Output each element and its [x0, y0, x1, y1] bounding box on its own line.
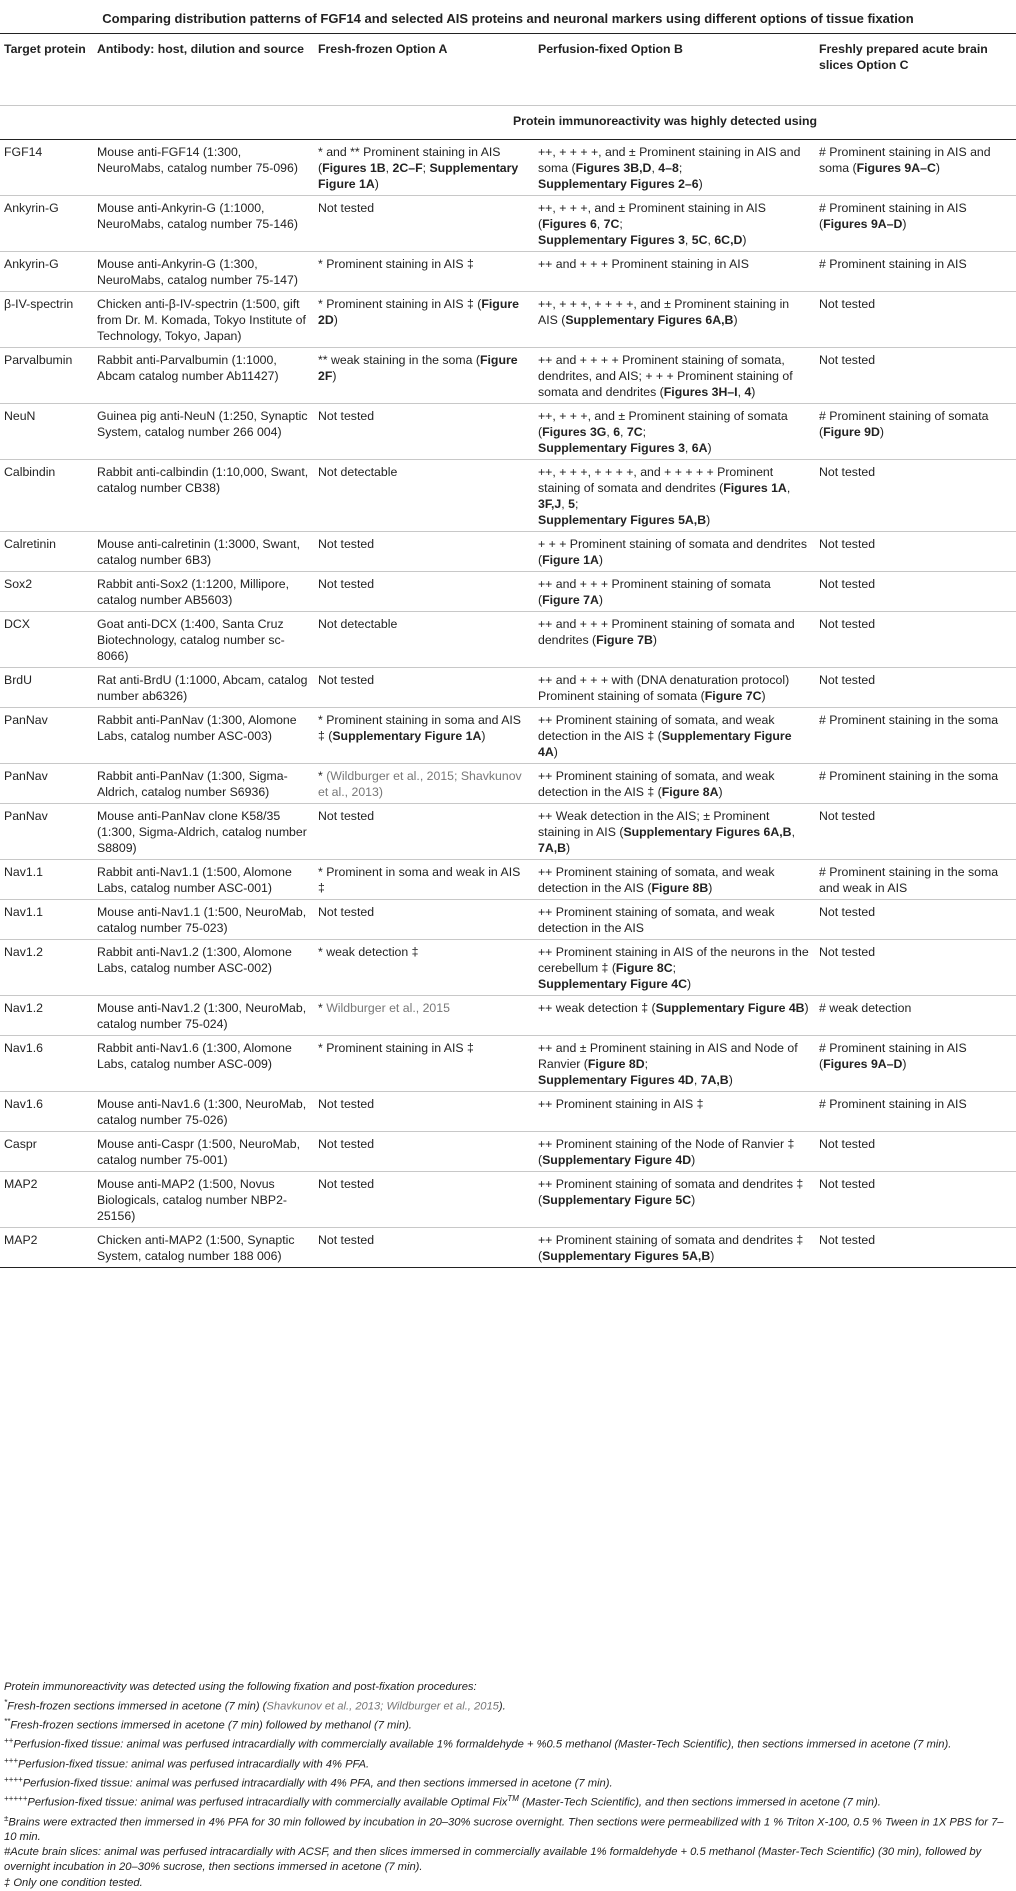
option-c-cell: # Prominent staining in AIS (Figures 9A–D) — [815, 196, 1016, 252]
option-c-cell: Not tested — [815, 532, 1016, 572]
option-c-cell: Not tested — [815, 940, 1016, 996]
table-body — [0, 140, 1016, 1268]
option-c-cell: # Prominent staining in the soma — [815, 764, 1016, 804]
table-row — [0, 668, 1016, 708]
footnote: *Fresh-frozen sections immersed in acetone (7 min) (Shavkunov et al., 2013; Wildburger et al., 2015). — [4, 1697, 506, 1713]
option-b-cell: ++ Prominent staining of somata, and weak detection in the AIS ‡ (Figure 8A) — [534, 764, 815, 804]
option-b-cell: ++ Prominent staining in AIS ‡ — [534, 1092, 815, 1132]
option-c-cell: # Prominent staining in AIS — [815, 252, 1016, 292]
option-c-cell: Not tested — [815, 668, 1016, 708]
option-b-cell: ++ weak detection ‡ (Supplementary Figure 4B) — [534, 996, 815, 1036]
footnote: ++Perfusion-fixed tissue: animal was perfused intracardially with commercially available 1% formaldehyde + %0.5 methanol (Master-Tech Scientific), then sections immersed in acetone (7 min). — [4, 1736, 952, 1751]
option-a-cell: * weak detection ‡ — [314, 940, 534, 996]
antibody-cell: Rabbit anti-calbindin (1:10,000, Swant, catalog number CB38) — [93, 460, 314, 532]
antibody-cell: Chicken anti-β-IV-spectrin (1:500, gift from Dr. M. Komada, Tokyo Institute of Technology, Tokyo, Japan) — [93, 292, 314, 348]
option-a-cell: Not tested — [314, 668, 534, 708]
table-row — [0, 292, 1016, 348]
option-b-cell: ++ and + + + Prominent staining of somata (Figure 7A) — [534, 572, 815, 612]
option-a-cell: Not tested — [314, 1172, 534, 1228]
option-a-cell: Not tested — [314, 196, 534, 252]
table-row — [0, 196, 1016, 252]
target-cell: Parvalbumin — [0, 348, 93, 404]
antibody-cell: Mouse anti-FGF14 (1:300, NeuroMabs, catalog number 75-096) — [93, 140, 314, 196]
target-cell: Ankyrin-G — [0, 252, 93, 292]
target-cell: DCX — [0, 612, 93, 668]
antibody-cell: Mouse anti-Caspr (1:500, NeuroMab, catalog number 75-001) — [93, 1132, 314, 1172]
option-b-cell: ++ and + + + with (DNA denaturation protocol) Prominent staining of somata (Figure 7C) — [534, 668, 815, 708]
header-option-c: Freshly prepared acute brain slices Option C — [819, 42, 988, 72]
antibody-cell: Mouse anti-Nav1.2 (1:300, NeuroMab, catalog number 75-024) — [93, 996, 314, 1036]
antibody-cell: Rabbit anti-PanNav (1:300, Alomone Labs, catalog number ASC-003) — [93, 708, 314, 764]
table-row — [0, 1228, 1016, 1268]
subheader-row — [0, 106, 1016, 140]
option-c-cell: Not tested — [815, 292, 1016, 348]
table-row — [0, 140, 1016, 196]
header-target-protein: Target protein — [4, 42, 86, 56]
target-cell: FGF14 — [0, 140, 93, 196]
option-c-cell: # Prominent staining in AIS and soma (Figures 9A–C) — [815, 140, 1016, 196]
option-b-cell: ++ Prominent staining of somata and dendrites ‡ (Supplementary Figures 5A,B) — [534, 1228, 815, 1268]
option-a-cell: Not tested — [314, 532, 534, 572]
option-a-cell: * Prominent staining in soma and AIS ‡ (Supplementary Figure 1A) — [314, 708, 534, 764]
footnote: Protein immunoreactivity was detected using the following fixation and post-fixation procedures: — [4, 1681, 477, 1693]
top-rule — [0, 33, 1016, 34]
table-row — [0, 532, 1016, 572]
footnote: **Fresh-frozen sections immersed in acetone (7 min) followed by methanol (7 min). — [4, 1716, 412, 1732]
option-a-cell: * Prominent in soma and weak in AIS ‡ — [314, 860, 534, 900]
option-c-cell: Not tested — [815, 460, 1016, 532]
option-c-cell: Not tested — [815, 572, 1016, 612]
header-row — [0, 35, 1016, 106]
table-row — [0, 708, 1016, 764]
antibody-cell: Guinea pig anti-NeuN (1:250, Synaptic System, catalog number 266 004) — [93, 404, 314, 460]
subheader-text: Protein immunoreactivity was highly detected using — [314, 106, 1016, 140]
footnote: +++Perfusion-fixed tissue: animal was perfused intracardially with 4% PFA. — [4, 1755, 370, 1771]
target-cell: Nav1.6 — [0, 1036, 93, 1092]
antibody-cell: Goat anti-DCX (1:400, Santa Cruz Biotechnology, catalog number sc-8066) — [93, 612, 314, 668]
antibody-cell: Mouse anti-Ankyrin-G (1:1000, NeuroMabs, catalog number 75-146) — [93, 196, 314, 252]
target-cell: Nav1.6 — [0, 1092, 93, 1132]
table-row — [0, 348, 1016, 404]
table-row — [0, 572, 1016, 612]
antibody-cell: Mouse anti-calretinin (1:3000, Swant, catalog number 6B3) — [93, 532, 314, 572]
option-b-cell: ++ Prominent staining in AIS of the neurons in the cerebellum ‡ (Figure 8C; Supplementary Figure 4C) — [534, 940, 815, 996]
footnote: +++++Perfusion-fixed tissue: animal was perfused intracardially with commercially available Optimal Fix™ (Master-Tech Scientific), and then sections immersed in acetone (7 min). — [4, 1794, 881, 1809]
option-c-cell: # weak detection — [815, 996, 1016, 1036]
target-cell: PanNav — [0, 708, 93, 764]
option-a-cell: Not tested — [314, 572, 534, 612]
option-c-cell: Not tested — [815, 1228, 1016, 1268]
table-row — [0, 804, 1016, 860]
footnote: #Acute brain slices: animal was perfused intracardially with ACSF, and then slices immersed in commercially available 1% formaldehyde + 0.5 methanol (Master-Tech Scientific) (30 min), followed by overnight incubation in 20–30% sucrose, then sections immersed in acetone (7 min). — [4, 1846, 982, 1874]
table-footnotes — [0, 1680, 1016, 1891]
antibody-cell: Mouse anti-Nav1.1 (1:500, NeuroMab, catalog number 75-023) — [93, 900, 314, 940]
header-antibody: Antibody: host, dilution and source — [97, 42, 304, 56]
option-c-cell: Not tested — [815, 1132, 1016, 1172]
option-a-cell: * and ** Prominent staining in AIS (Figures 1B, 2C–F; Supplementary Figure 1A) — [314, 140, 534, 196]
option-a-cell: ** weak staining in the soma (Figure 2F) — [314, 348, 534, 404]
option-b-cell: ++ Prominent staining of somata, and weak detection in the AIS (Figure 8B) — [534, 860, 815, 900]
table-row — [0, 1092, 1016, 1132]
target-cell: Nav1.1 — [0, 900, 93, 940]
option-b-cell: ++, + + +, + + + +, and + + + + + Prominent staining of somata and dendrites (Figures 1A, 3F,J, 5; Supplementary Figures 5A,B) — [534, 460, 815, 532]
option-a-cell: * Prominent staining in AIS ‡ (Figure 2D) — [314, 292, 534, 348]
antibody-cell: Rat anti-BrdU (1:1000, Abcam, catalog number ab6326) — [93, 668, 314, 708]
antibody-cell: Rabbit anti-Nav1.2 (1:300, Alomone Labs, catalog number ASC-002) — [93, 940, 314, 996]
header-option-a: Fresh-frozen Option A — [318, 42, 448, 56]
option-a-cell: Not detectable — [314, 460, 534, 532]
option-c-cell: # Prominent staining in AIS (Figures 9A–D) — [815, 1036, 1016, 1092]
option-a-cell: * Wildburger et al., 2015 — [314, 996, 534, 1036]
table-row — [0, 860, 1016, 900]
target-cell: PanNav — [0, 804, 93, 860]
target-cell: NeuN — [0, 404, 93, 460]
option-a-cell: Not tested — [314, 804, 534, 860]
option-a-cell: * Prominent staining in AIS ‡ — [314, 1036, 534, 1092]
option-c-cell: Not tested — [815, 348, 1016, 404]
footnote: ‡ Only one condition tested. — [4, 1876, 143, 1889]
table-row — [0, 996, 1016, 1036]
table-row — [0, 460, 1016, 532]
table-title: Comparing distribution patterns of FGF14 and selected AIS proteins and neuronal markers using different options of tissue fixation — [102, 11, 914, 26]
option-a-cell: Not tested — [314, 1228, 534, 1268]
option-c-cell: # Prominent staining of somata (Figure 9D) — [815, 404, 1016, 460]
target-cell: BrdU — [0, 668, 93, 708]
antibody-cell: Mouse anti-Nav1.6 (1:300, NeuroMab, catalog number 75-026) — [93, 1092, 314, 1132]
option-a-cell: Not tested — [314, 1092, 534, 1132]
option-a-cell: Not detectable — [314, 612, 534, 668]
target-cell: Ankyrin-G — [0, 196, 93, 252]
option-c-cell: Not tested — [815, 1172, 1016, 1228]
option-c-cell: # Prominent staining in AIS — [815, 1092, 1016, 1132]
option-b-cell: ++, + + +, and ± Prominent staining in AIS (Figures 6, 7C; Supplementary Figures 3, 5C, 6C,D) — [534, 196, 815, 252]
option-b-cell: ++ Weak detection in the AIS; ± Prominent staining in AIS (Supplementary Figures 6A,B, 7A,B) — [534, 804, 815, 860]
option-b-cell: ++, + + +, + + + +, and ± Prominent staining in AIS (Supplementary Figures 6A,B) — [534, 292, 815, 348]
option-a-cell: Not tested — [314, 900, 534, 940]
target-cell: Nav1.2 — [0, 996, 93, 1036]
target-cell: Calbindin — [0, 460, 93, 532]
target-cell: PanNav — [0, 764, 93, 804]
target-cell: MAP2 — [0, 1172, 93, 1228]
option-b-cell: ++ and + + + Prominent staining in AIS — [534, 252, 815, 292]
option-c-cell: # Prominent staining in the soma and weak in AIS — [815, 860, 1016, 900]
table-row — [0, 900, 1016, 940]
option-b-cell: ++, + + + +, and ± Prominent staining in AIS and soma (Figures 3B,D, 4–8; Supplementary Figures 2–6) — [534, 140, 815, 196]
table-row — [0, 764, 1016, 804]
target-cell: β-IV-spectrin — [0, 292, 93, 348]
antibody-cell: Rabbit anti-Nav1.1 (1:500, Alomone Labs, catalog number ASC-001) — [93, 860, 314, 900]
antibody-cell: Rabbit anti-Sox2 (1:1200, Millipore, catalog number AB5603) — [93, 572, 314, 612]
option-a-cell: * Prominent staining in AIS ‡ — [314, 252, 534, 292]
antibody-cell: Chicken anti-MAP2 (1:500, Synaptic System, catalog number 188 006) — [93, 1228, 314, 1268]
target-cell: Nav1.2 — [0, 940, 93, 996]
table-row — [0, 1172, 1016, 1228]
option-a-cell: * (Wildburger et al., 2015; Shavkunov et al., 2013) — [314, 764, 534, 804]
option-c-cell: # Prominent staining in the soma — [815, 708, 1016, 764]
target-cell: Sox2 — [0, 572, 93, 612]
target-cell: Calretinin — [0, 532, 93, 572]
option-b-cell: ++ Prominent staining of somata, and weak detection in the AIS — [534, 900, 815, 940]
option-b-cell: ++, + + +, and ± Prominent staining of somata (Figures 3G, 6, 7C; Supplementary Figures 3, 6A) — [534, 404, 815, 460]
option-c-cell: Not tested — [815, 804, 1016, 860]
antibody-cell: Rabbit anti-Nav1.6 (1:300, Alomone Labs, catalog number ASC-009) — [93, 1036, 314, 1092]
option-b-cell: ++ Prominent staining of somata and dendrites ‡ (Supplementary Figure 5C) — [534, 1172, 815, 1228]
antibody-cell: Rabbit anti-PanNav (1:300, Sigma-Aldrich, catalog number S6936) — [93, 764, 314, 804]
option-b-cell: + + + Prominent staining of somata and dendrites (Figure 1A) — [534, 532, 815, 572]
option-b-cell: ++ and + + + Prominent staining of somata and dendrites (Figure 7B) — [534, 612, 815, 668]
header-option-b: Perfusion-fixed Option B — [538, 42, 683, 56]
table-row — [0, 404, 1016, 460]
target-cell: Caspr — [0, 1132, 93, 1172]
target-cell: MAP2 — [0, 1228, 93, 1268]
table-row — [0, 1132, 1016, 1172]
option-b-cell: ++ Prominent staining of the Node of Ranvier ‡ (Supplementary Figure 4D) — [534, 1132, 815, 1172]
option-c-cell: Not tested — [815, 612, 1016, 668]
option-b-cell: ++ Prominent staining of somata, and weak detection in the AIS ‡ (Supplementary Figure 4A) — [534, 708, 815, 764]
antibody-cell: Rabbit anti-Parvalbumin (1:1000, Abcam catalog number Ab11427) — [93, 348, 314, 404]
antibody-cell: Mouse anti-MAP2 (1:500, Novus Biologicals, catalog number NBP2-25156) — [93, 1172, 314, 1228]
option-b-cell: ++ and + + + + Prominent staining of somata, dendrites, and AIS; + + + Prominent staining of somata and dendrites (Figures 3H–I, 4) — [534, 348, 815, 404]
table-row — [0, 612, 1016, 668]
footnote: ±Brains were extracted then immersed in 4% PFA for 30 min followed by incubation in 20–30% sucrose overnight. Then sections were permeabilized with 1 % Triton X-100, 0.5 % Tween in 1X PBS for 7–10 min. — [4, 1813, 1004, 1843]
option-a-cell: Not tested — [314, 404, 534, 460]
antibody-table — [0, 35, 1016, 1268]
table-row — [0, 940, 1016, 996]
option-c-cell: Not tested — [815, 900, 1016, 940]
antibody-cell: Mouse anti-Ankyrin-G (1:300, NeuroMabs, catalog number 75-147) — [93, 252, 314, 292]
table-row — [0, 252, 1016, 292]
table-row — [0, 1036, 1016, 1092]
antibody-cell: Mouse anti-PanNav clone K58/35 (1:300, Sigma-Aldrich, catalog number S8809) — [93, 804, 314, 860]
option-b-cell: ++ and ± Prominent staining in AIS and Node of Ranvier (Figure 8D; Supplementary Figures 4D, 7A,B) — [534, 1036, 815, 1092]
target-cell: Nav1.1 — [0, 860, 93, 900]
option-a-cell: Not tested — [314, 1132, 534, 1172]
footnote: ++++Perfusion-fixed tissue: animal was perfused intracardially with 4% PFA, and then sections immersed in acetone (7 min). — [4, 1774, 613, 1790]
